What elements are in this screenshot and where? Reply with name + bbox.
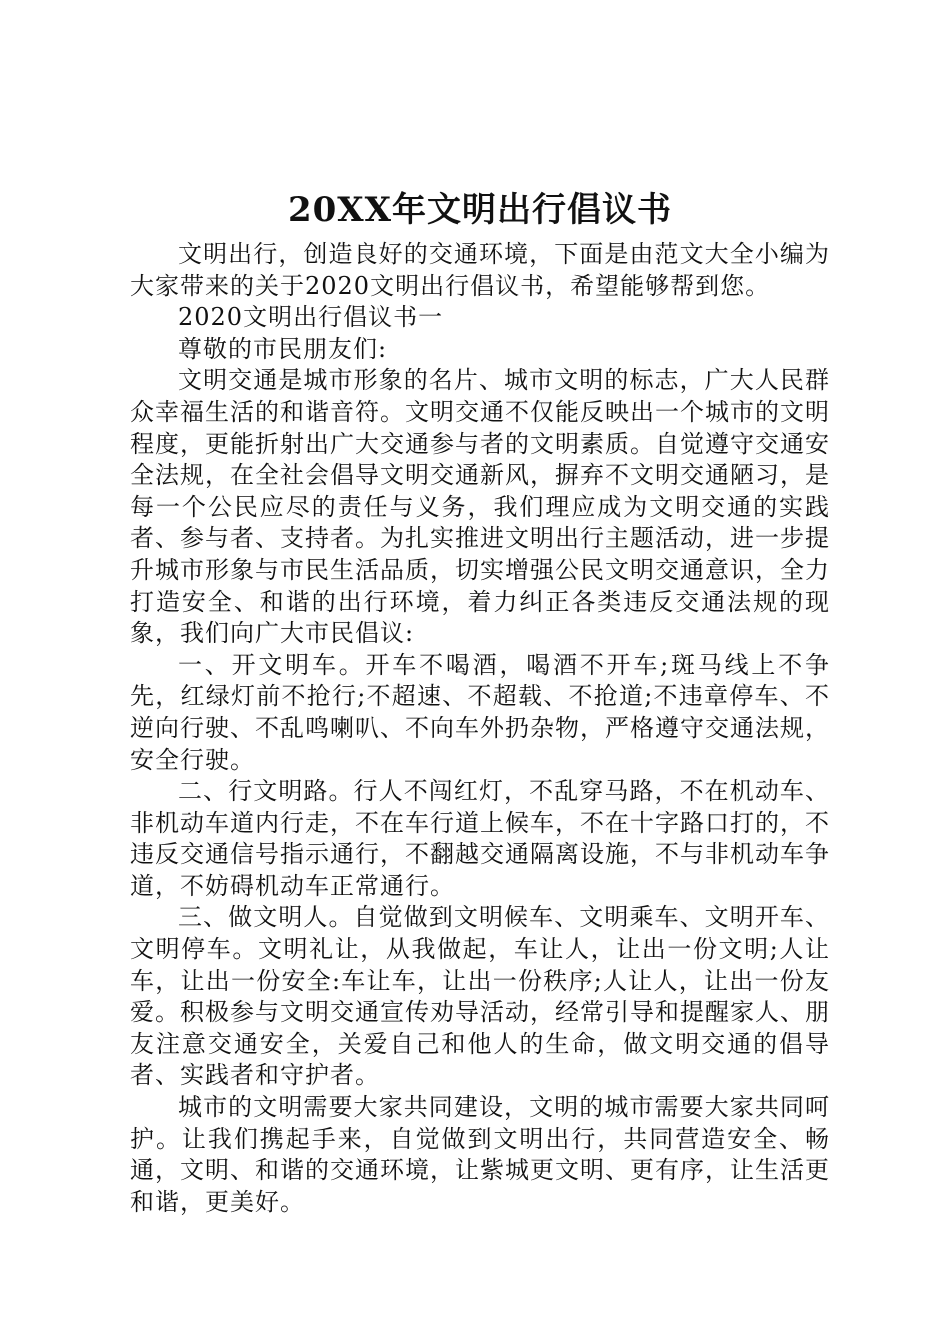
paragraph-item-3: 三、做文明人。自觉做到文明候车、文明乘车、文明开车、文明停车。文明礼让，从我做起，车让人，让出一份文明;人让车，让出一份安全:车让车，让出一份秩序;人让人，让出一份友爱。积极参与文明交通宣传劝导活动，经常引导和提醒家人、朋友注意交通安全，关爱自己和他人的生命，做文明交通的倡导者、实践者和守护者。 [130,903,830,1090]
paragraph-closing: 城市的文明需要大家共同建设，文明的城市需要大家共同呵护。让我们携起手来，自觉做到文明出行，共同营造安全、畅通，文明、和谐的交通环境，让紫城更文明、更有序，让生活更和谐，更美好。 [130,1093,830,1216]
document-title: 20XX年文明出行倡议书 [287,190,673,230]
paragraph-salutation: 尊敬的市民朋友们: [178,334,388,363]
paragraph-item-1: 一、开文明车。开车不喝酒，喝酒不开车;斑马线上不争先，红绿灯前不抢行;不超速、不超载、不抢道;不违章停车、不逆向行驶、不乱鸣喇叭、不向车外扔杂物，严格遵守交通法规，安全行驶。 [130,650,830,774]
paragraph-subtitle: 2020文明出行倡议书一 [178,303,444,332]
paragraph-item-2: 二、行文明路。行人不闯红灯，不乱穿马路，不在机动车、非机动车道内行走，不在车行道上候车，不在十字路口打的，不违反交通信号指示通行，不翻越交通隔离设施，不与非机动车争道，不妨碍机动车正常通行。 [130,777,830,900]
document-body [130,239,830,1218]
document-page [130,185,830,1218]
paragraph-main: 文明交通是城市形象的名片、城市文明的标志，广大人民群众幸福生活的和谐音符。文明交通不仅能反映出一个城市的文明程度，更能折射出广大交通参与者的文明素质。自觉遵守交通安全法规，在全社会倡导文明交通新风，摒弃不文明交通陋习，是每一个公民应尽的责任与义务，我们理应成为文明交通的实践者、参与者、支持者。为扎实推进文明出行主题活动，进一步提升城市形象与市民生活品质，切实增强公民文明交通意识，全力打造安全、和谐的出行环境，着力纠正各类违反交通法规的现象，我们向广大市民倡议: [130,366,830,648]
paragraph-intro: 文明出行，创造良好的交通环境，下面是由范文大全小编为大家带来的关于2020文明出行倡议书，希望能够帮到您。 [130,240,830,300]
